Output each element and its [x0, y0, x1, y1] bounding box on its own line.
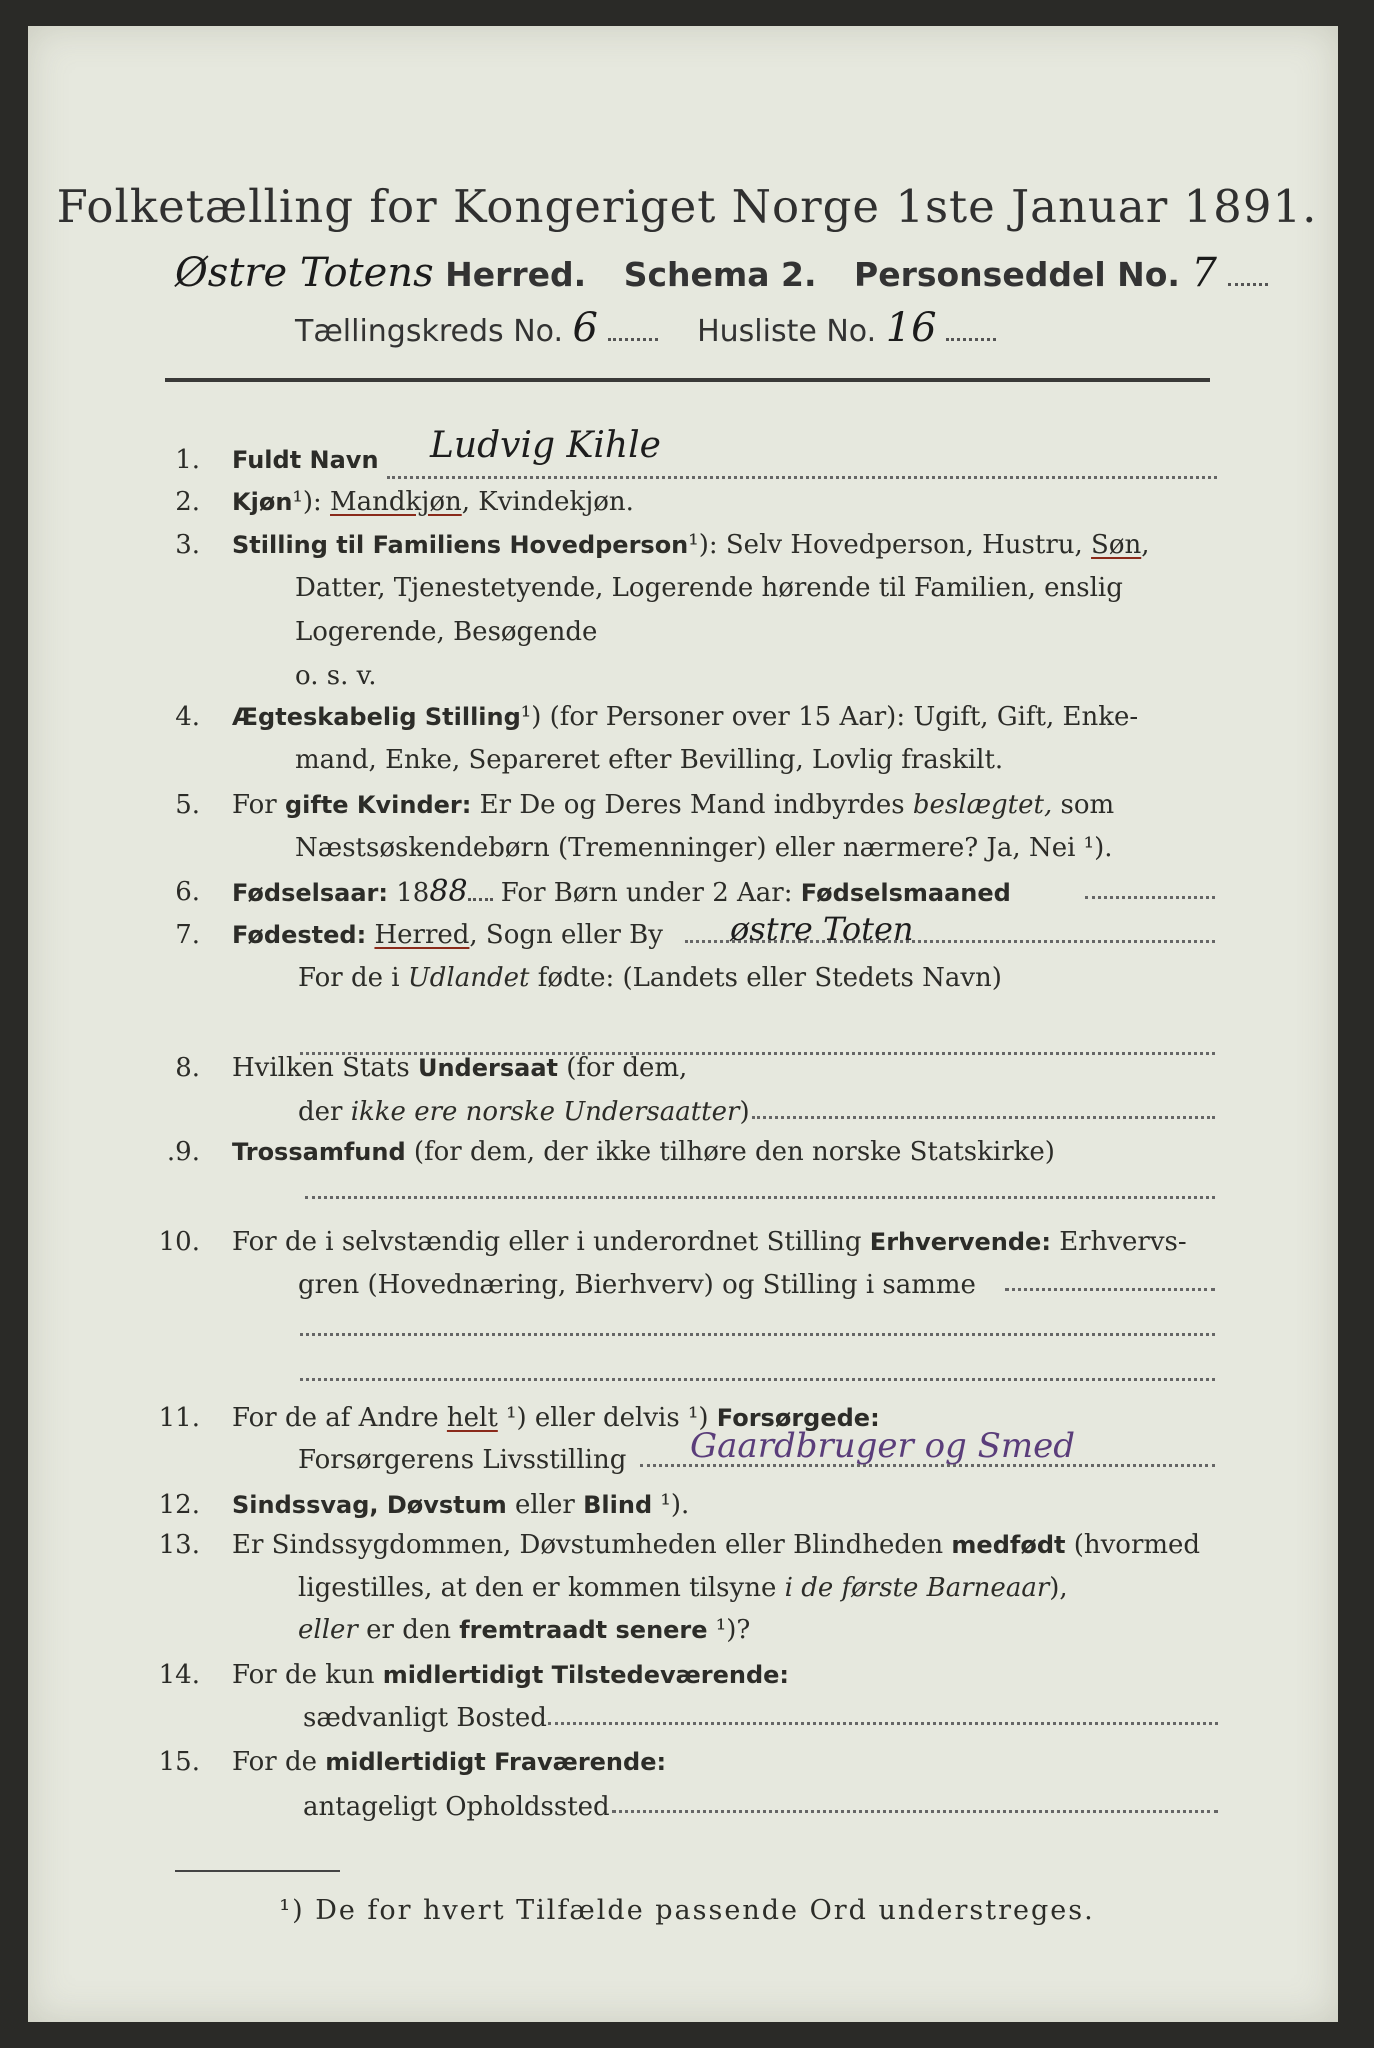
personseddel-value: 7 — [1191, 250, 1217, 296]
dotted-line — [300, 1378, 1215, 1381]
question-temporarily-present: midlertidigt Tilstedeværende: — [382, 1661, 790, 1689]
answer-birthplace: østre Toten — [730, 910, 914, 948]
answer-provider-occupation: Gaardbruger og Smed — [690, 1426, 1076, 1466]
dotted-line — [1005, 1288, 1215, 1291]
question-text: For de — [232, 1747, 326, 1777]
question-text: sædvanligt Bosted — [303, 1703, 547, 1733]
question-text: der — [298, 1097, 351, 1127]
item-number: 3. — [175, 530, 200, 560]
dotted-line — [305, 1196, 1215, 1199]
question-text: ¹) (for Personer over 15 Aar): Ugift, Gift, Enke- — [520, 702, 1139, 732]
question-marital-status: Ægteskabelig Stilling — [232, 703, 521, 731]
question-text: (for dem, — [557, 1053, 688, 1083]
question-text: Erhvervs- — [1050, 1227, 1187, 1257]
footnote-divider — [175, 1870, 340, 1872]
dotted-line — [548, 1722, 1218, 1725]
kreds-label: Tællingskreds No. — [295, 314, 563, 349]
item-number: 6. — [175, 877, 200, 907]
question-birth-month: Fødselsmaaned — [800, 879, 1011, 907]
question-text: ) — [739, 1097, 750, 1127]
question-text: (for dem, der ikke tilhøre den norske Statskirke) — [405, 1137, 1055, 1167]
dotted-line — [387, 476, 1217, 479]
question-text: gren (Hovednæring, Bierhverv) og Stilling i samme — [298, 1270, 976, 1300]
question-text: i de første Barneaar — [784, 1573, 1050, 1603]
question-sex: Kjøn — [232, 488, 293, 516]
item-number: 13. — [158, 1530, 200, 1560]
question-text: eller — [298, 1615, 358, 1645]
question-text: eller — [506, 1490, 584, 1520]
question-text: Næstsøskendebørn (Tremenninger) eller nærmere? Ja, Nei ¹). — [295, 833, 1113, 863]
question-text: antageligt Opholdssted — [303, 1792, 610, 1822]
item-number: 7. — [175, 920, 200, 950]
question-text: For de i — [298, 963, 408, 993]
item-number: 11. — [158, 1403, 200, 1433]
herred-line — [175, 250, 1268, 296]
answer-helt-underlined: helt — [446, 1403, 498, 1433]
question-text: ligestilles, at den er kommen tilsyne — [298, 1573, 785, 1603]
question-married-women: gifte Kvinder: — [284, 791, 472, 819]
item-number: 4. — [175, 702, 200, 732]
herred-label: Herred. — [445, 255, 587, 294]
question-dependents: Forsørgede: — [716, 1404, 880, 1432]
question-congenital: medfødt — [951, 1531, 1066, 1559]
dotted-line — [612, 1810, 1218, 1813]
question-occupation: Erhvervende: — [869, 1228, 1051, 1256]
item-number: 10. — [158, 1227, 200, 1257]
question-text: 18 — [388, 878, 430, 908]
answer-herred-underlined: Herred — [374, 920, 470, 950]
form-title: Folketælling for Kongeriget Norge 1ste Januar 1891. — [56, 180, 1318, 233]
question-text: er den — [357, 1615, 460, 1645]
item-number: 1. — [175, 445, 200, 475]
dotted-line — [1085, 896, 1215, 899]
question-text: ¹): Selv Hovedperson, Hustru, — [688, 530, 1092, 560]
item-number: 15. — [158, 1747, 200, 1777]
question-text: ¹) eller delvis ¹) — [497, 1403, 717, 1433]
answer-full-name: Ludvig Kihle — [430, 425, 661, 466]
question-blind: Blind — [583, 1491, 653, 1519]
footnote: ¹) De for hvert Tilfælde passende Ord understreges. — [279, 1895, 1095, 1926]
question-text: For de i selvstændig eller i underordnet Stilling — [232, 1227, 870, 1257]
question-religion: Trossamfund — [232, 1138, 406, 1166]
question-text: ), — [1049, 1573, 1068, 1603]
dotted-line — [300, 1333, 1215, 1336]
question-text: For de kun — [232, 1660, 383, 1690]
question-text: Datter, Tjenestetyende, Logerende hørende til Familien, enslig — [295, 573, 1123, 603]
question-text: ¹): — [292, 487, 330, 517]
question-text: For de af Andre — [232, 1403, 447, 1433]
question-text: o. s. v. — [295, 661, 377, 691]
question-text: Udlandet — [407, 963, 530, 993]
question-text: som — [1052, 790, 1115, 820]
question-text: (hvormed — [1065, 1530, 1201, 1560]
question-text: Logerende, Besøgende — [295, 617, 598, 647]
answer-son-underlined: Søn — [1091, 530, 1142, 560]
kreds-value: 6 — [572, 305, 598, 351]
item-number: 14. — [158, 1660, 200, 1690]
kreds-line — [295, 305, 996, 351]
question-text: For — [232, 790, 285, 820]
schema-label: Schema 2. — [623, 255, 817, 294]
herred-value: Østre Totens — [175, 250, 434, 296]
question-birth-year: Fødselsaar: — [232, 879, 388, 907]
question-text: , Kvindekjøn. — [461, 487, 634, 517]
item-number: 8. — [175, 1053, 200, 1083]
question-text: beslægtet, — [912, 790, 1053, 820]
question-text: For Børn under 2 Aar: — [492, 878, 801, 908]
husliste-label: Husliste No. — [697, 314, 877, 349]
personseddel-label: Personseddel No. — [854, 255, 1180, 294]
question-text: Hvilken Stats — [232, 1053, 418, 1083]
dotted-line — [685, 940, 1215, 943]
question-nationality: Undersaat — [417, 1054, 558, 1082]
husliste-value: 16 — [885, 305, 937, 351]
answer-birth-year: 88 — [429, 874, 468, 909]
question-later-onset: fremtraadt senere — [459, 1616, 708, 1644]
answer-mandkjon-underlined: Mandkjøn — [330, 487, 462, 517]
question-text: Forsørgerens Livsstilling — [298, 1445, 627, 1475]
question-birthplace: Fødested: — [232, 921, 367, 949]
question-text: ¹)? — [707, 1615, 751, 1645]
question-family-position: Stilling til Familiens Hovedperson — [232, 531, 689, 559]
dotted-line — [752, 1116, 1215, 1119]
dotted-line — [640, 1464, 1215, 1467]
question-full-name: Fuldt Navn — [232, 446, 379, 474]
item-number: 12. — [158, 1490, 200, 1520]
question-temporarily-absent: midlertidigt Fraværende: — [325, 1748, 667, 1776]
question-text: Er De og Deres Mand indbyrdes — [471, 790, 913, 820]
item-number: .9. — [166, 1137, 200, 1167]
question-text: ikke ere norske Undersaatter — [350, 1097, 740, 1127]
question-text: , — [1141, 530, 1150, 560]
question-text: Er Sindssygdommen, Døvstumheden eller Blindheden — [232, 1530, 952, 1560]
header-divider — [165, 378, 1210, 382]
question-text: fødte: (Landets eller Stedets Navn) — [529, 963, 1002, 993]
item-number: 5. — [175, 790, 200, 820]
question-text: , Sogn eller By — [469, 920, 663, 950]
question-disability: Sindssvag, Døvstum — [232, 1491, 507, 1519]
question-text: ¹). — [652, 1490, 690, 1520]
question-text: mand, Enke, Separeret efter Bevilling, Lovlig fraskilt. — [295, 745, 1004, 775]
item-number: 2. — [175, 487, 200, 517]
